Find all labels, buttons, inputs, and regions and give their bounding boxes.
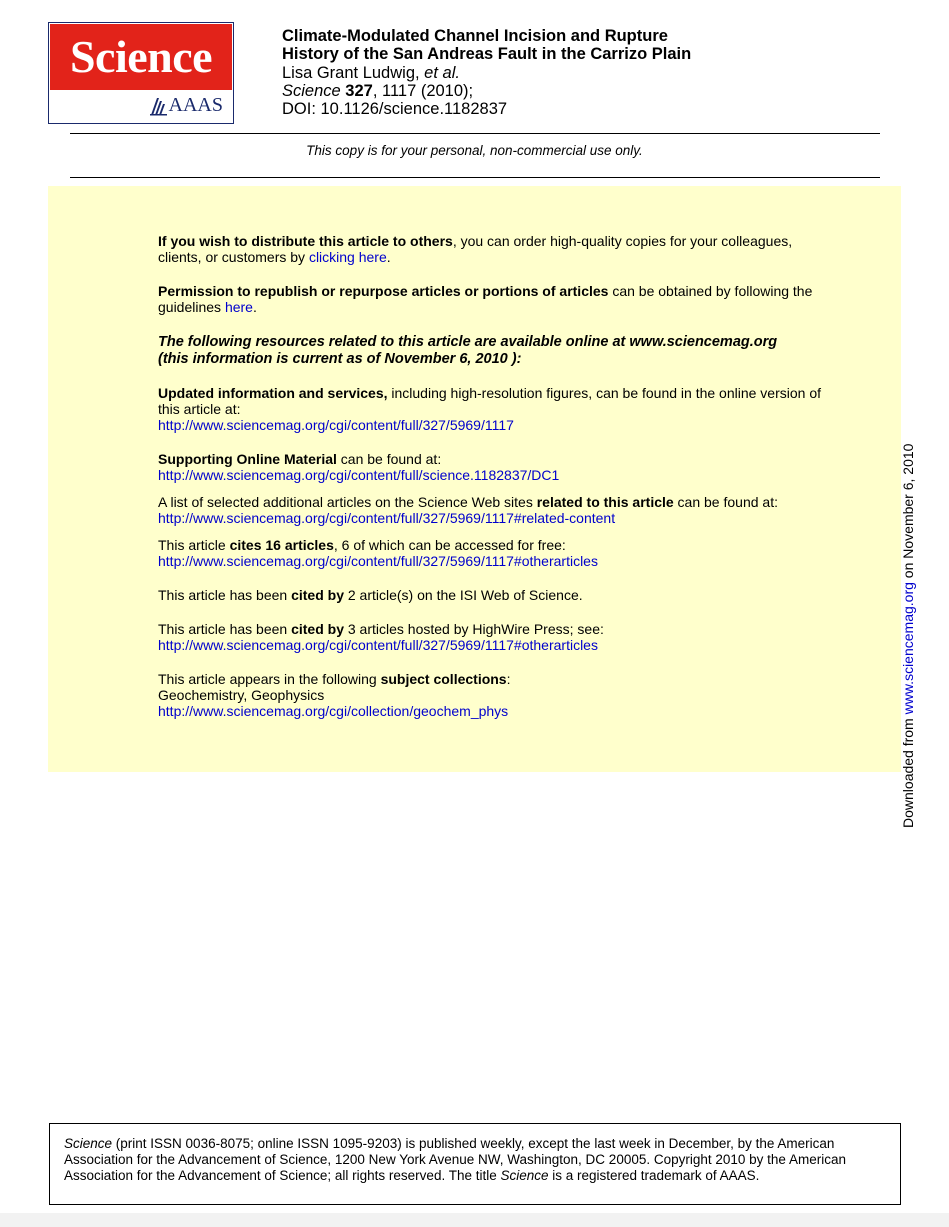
article-authors: Lisa Grant Ludwig, et al. <box>282 63 460 82</box>
guidelines-link[interactable]: here <box>224 299 253 315</box>
download-stamp: Downloaded from www.sciencemag.org on November 6, 2010 <box>900 443 916 828</box>
resources-content <box>158 233 838 719</box>
sciencemag-link[interactable]: www.sciencemag.org <box>900 582 916 715</box>
updated-info-paragraph: Updated information and services, including high-resolution figures, can be found in the online version of this article at: http://www.sciencemag.org/cgi/content/full/327/5969/1117 <box>158 385 822 433</box>
doi: DOI: 10.1126/science.1182837 <box>282 100 508 119</box>
collections-paragraph: This article appears in the following subject collections: Geochemistry, Geophysics http://www.sciencemag.org/cgi/collection/geochem_phys <box>158 671 511 719</box>
som-paragraph: Supporting Online Material can be found at: http://www.sciencemag.org/cgi/content/full/science.1182837/DC1 <box>158 451 560 483</box>
permission-paragraph: Permission to republish or repurpose articles or portions of articles can be obtained by following the guidelines here. <box>158 283 813 315</box>
resources-heading: The following resources related to this article are available online at www.sciencemag.org (this information is current as of November 6, 2010 ): <box>158 334 778 367</box>
aaas-text: AAAS <box>168 94 223 116</box>
article-title-line1: Climate-Modulated Channel Incision and Rupture <box>282 27 668 45</box>
distribute-paragraph: If you wish to distribute this article to others, you can order high-quality copies for your colleagues, clients, or customers by clicking here. <box>158 233 793 265</box>
science-logo <box>48 22 234 124</box>
divider-bottom <box>70 177 880 178</box>
aaas-emblem-icon <box>150 96 168 116</box>
page-bottom-edge <box>0 1213 949 1227</box>
subject-list: Geochemistry, Geophysics <box>158 687 325 703</box>
highwire-citing-link[interactable]: http://www.sciencemag.org/cgi/content/full/327/5969/1117#otherarticles <box>158 637 598 653</box>
article-header <box>282 27 691 118</box>
som-link[interactable]: http://www.sciencemag.org/cgi/content/full/science.1182837/DC1 <box>158 467 560 483</box>
copy-notice: This copy is for your personal, non-commercial use only. <box>306 143 643 158</box>
cites-paragraph: This article cites 16 articles, 6 of which can be accessed for free: http://www.sciencemag.org/cgi/content/full/327/5969/1117#otherarticles <box>158 537 598 569</box>
article-title-line2: History of the San Andreas Fault in the Carrizo Plain <box>282 45 692 64</box>
citation: Science 327, 1117 (2010); <box>282 81 474 100</box>
clicking-here-link[interactable]: clicking here <box>308 249 387 265</box>
related-content-link[interactable]: http://www.sciencemag.org/cgi/content/full/327/5969/1117#related-content <box>158 510 616 526</box>
cited-highwire-paragraph: This article has been cited by 3 articles hosted by HighWire Press; see: http://www.sciencemag.org/cgi/content/full/327/5969/1117#otherarticles <box>158 621 604 653</box>
copyright-footer: Science (print ISSN 0036-8075; online ISSN 1095-9203) is published weekly, except the last week in December, by the American Association for the Advancement of Science, 1200 New York Avenue NW, Washington, DC 20005. Copyright 2010 by the American Association for the Advancement of Science; all rights reserved. The title Science is a registered trademark of AAAS. <box>49 1123 901 1205</box>
other-articles-link[interactable]: http://www.sciencemag.org/cgi/content/full/327/5969/1117#otherarticles <box>158 553 598 569</box>
cited-isi-paragraph: This article has been cited by 2 article(s) on the ISI Web of Science. <box>158 587 583 603</box>
divider-top <box>70 133 880 134</box>
related-paragraph: A list of selected additional articles on the Science Web sites related to this article can be found at: http://www.sciencemag.org/cgi/content/full/327/5969/1117#related-content <box>158 494 778 526</box>
collection-link[interactable]: http://www.sciencemag.org/cgi/collection/geochem_phys <box>158 703 509 719</box>
science-wordmark: Science <box>50 24 232 90</box>
aaas-logo <box>150 94 223 117</box>
full-text-link[interactable]: http://www.sciencemag.org/cgi/content/full/327/5969/1117 <box>158 417 514 433</box>
